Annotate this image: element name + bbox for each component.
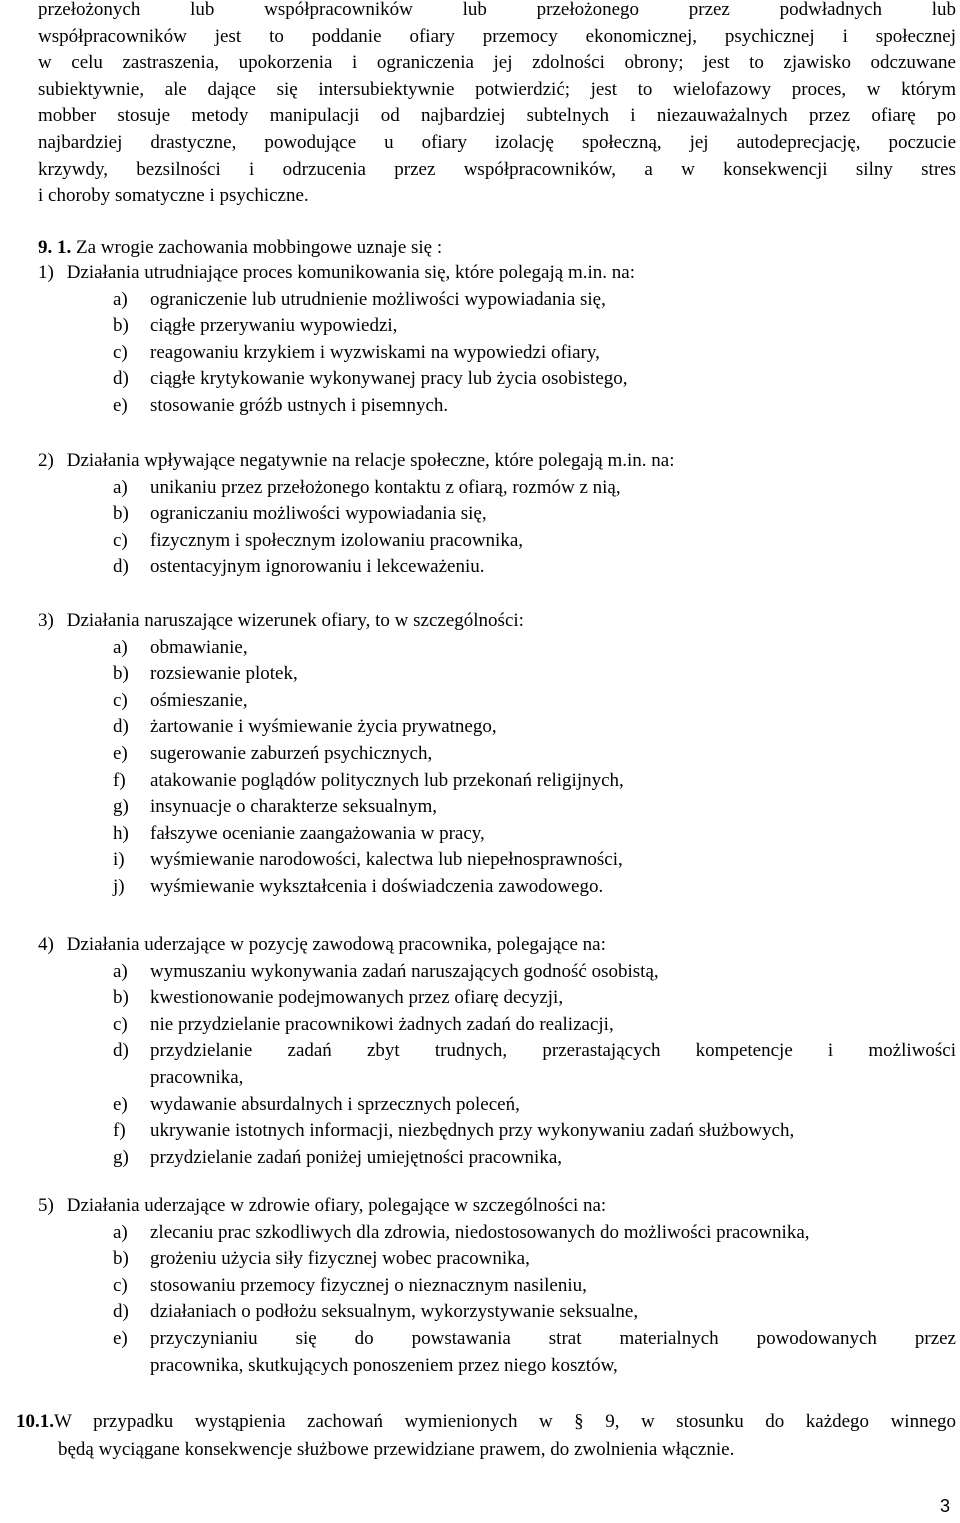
- list-section: [38, 932, 956, 1171]
- list-item-label: f): [113, 769, 126, 791]
- list-item-text: [150, 1326, 956, 1379]
- list-item: [38, 475, 956, 502]
- list-item-text-line: przydzielanie zadań zbyt trudnych, przerastających kompetencje i możliwości: [150, 1040, 956, 1062]
- list-section: [38, 448, 956, 581]
- list-item: [38, 959, 956, 986]
- intro-line: najbardziej drastyczne, powodujące u ofiary izolację społeczną, jej autodeprecjację, poczucie: [38, 131, 956, 153]
- list-item-text: rozsiewanie plotek,: [150, 663, 298, 685]
- list-item-text: insynuacje o charakterze seksualnym,: [150, 796, 437, 818]
- list-item-text: ograniczaniu możliwości wypowiadania się,: [150, 503, 487, 525]
- list-item-text: grożeniu użycia siły fizycznej wobec pracownika,: [150, 1248, 530, 1270]
- intro-line: przełożonych lub współpracowników lub przełożonego przez podwładnych lub: [38, 0, 956, 20]
- final-line: 10.1.W przypadku wystąpienia zachowań wymienionych w § 9, w stosunku do każdego winnego: [16, 1411, 956, 1432]
- list-item: [38, 313, 956, 340]
- list-item-label: d): [113, 368, 129, 390]
- list-item-text: ostentacyjnym ignorowaniu i lekceważeniu.: [150, 556, 485, 578]
- list-item-text: fałszywe ocenianie zaangażowania w pracy,: [150, 822, 485, 844]
- intro-line: w celu zastraszenia, upokorzenia i ograniczenia jej zdolności obrony; jest to zjawisko odczuwane: [38, 52, 956, 74]
- list-item-label: a): [113, 960, 128, 982]
- list-item-label: h): [113, 822, 129, 844]
- list-section-title-text: Działania uderzające w pozycję zawodową pracownika, polegające na:: [66, 934, 606, 955]
- list-item-label: d): [113, 556, 129, 578]
- list-item-text: zlecaniu prac szkodliwych dla zdrowia, niedostosowanych do możliwości pracownika,: [150, 1221, 810, 1243]
- list-item-label: b): [113, 987, 129, 1009]
- list-item-text: wydawanie absurdalnych i sprzecznych poleceń,: [150, 1093, 520, 1115]
- list-item-label: c): [113, 1013, 128, 1035]
- list-item-text: unikaniu przez przełożonego kontaktu z ofiarą, rozmów z nią,: [150, 476, 621, 498]
- list-section-number: 2): [38, 450, 54, 471]
- list-item-label: a): [113, 636, 128, 658]
- list-item-label: d): [113, 716, 129, 738]
- list-item-text: fizycznym i społecznym izolowaniu pracownika,: [150, 529, 524, 551]
- list-item: [38, 1273, 956, 1300]
- list-item-text: wymuszaniu wykonywania zadań naruszających godność osobistą,: [150, 960, 659, 982]
- list-item: [38, 741, 956, 768]
- list-section-number: 3): [38, 610, 54, 631]
- list-item: [38, 714, 956, 741]
- section-number: 9. 1.: [38, 237, 72, 258]
- list-item: [38, 287, 956, 314]
- list-item-text: przydzielanie zadań poniżej umiejętności pracownika,: [150, 1146, 563, 1168]
- list-section-title-text: Działania utrudniające proces komunikowania się, które polegają m.in. na:: [66, 262, 635, 283]
- intro-line: współpracowników jest to poddanie ofiary przemocy ekonomicznej, psychicznej i społecznej: [38, 25, 956, 47]
- list-item: [38, 847, 956, 874]
- list-item: [38, 1299, 956, 1326]
- list-item-label: e): [113, 1093, 128, 1115]
- intro-line: subiektywnie, ale dające się intersubiektywnie potwierdzić; jest to wielofazowy proces, w którym: [38, 78, 956, 100]
- list-item: [38, 1220, 956, 1247]
- list-section-title: [38, 608, 956, 635]
- list-item-label: g): [113, 1146, 129, 1168]
- list-item-label: j): [113, 875, 125, 897]
- list-item-text: wyśmiewanie wykształcenia i doświadczenia zawodowego.: [150, 875, 604, 897]
- section-heading: [38, 235, 442, 261]
- list-item-label: g): [113, 796, 129, 818]
- list-item: [38, 1012, 956, 1039]
- list-item-label: c): [113, 689, 128, 711]
- list-item-label: c): [113, 529, 128, 551]
- list-item-text: [150, 1038, 956, 1091]
- list-section-number: 5): [38, 1195, 54, 1216]
- list-item: [38, 1246, 956, 1273]
- list-item-label: e): [113, 1327, 128, 1349]
- list-item: [38, 393, 956, 420]
- list-item: [38, 874, 956, 901]
- list-section-title: [38, 448, 956, 475]
- list-item-text: ograniczenie lub utrudnienie możliwości wypowiadania się,: [150, 288, 606, 310]
- list-item-label: a): [113, 288, 128, 310]
- list-item-text-line: pracownika, skutkujących ponoszeniem przez niego kosztów,: [150, 1354, 618, 1376]
- list-item-text: ukrywanie istotnych informacji, niezbędnych przy wykonywaniu zadań służbowych,: [150, 1120, 795, 1142]
- intro-line: krzywdy, bezsilności i odrzucenia przez współpracowników, a w konsekwencji silny stres: [38, 158, 956, 180]
- list-item: [38, 340, 956, 367]
- list-item-text: nie przydzielanie pracownikowi żadnych zadań do realizacji,: [150, 1013, 614, 1035]
- list-item: [38, 1092, 956, 1119]
- list-item-text: reagowaniu krzykiem i wyzwiskami na wypowiedzi ofiary,: [150, 341, 600, 363]
- list-item: [38, 366, 956, 393]
- list-item-label: d): [113, 1301, 129, 1323]
- list-item: [38, 1326, 956, 1379]
- list-item-text-line: przyczynianiu się do powstawania strat materialnych powodowanych przez: [150, 1327, 956, 1349]
- final-paragraph: [16, 1408, 956, 1464]
- intro-line: i choroby somatyczne i psychiczne.: [38, 185, 309, 207]
- list-item-text: obmawianie,: [150, 636, 248, 658]
- list-item: [38, 635, 956, 662]
- list-item-text: atakowanie poglądów politycznych lub przekonań religijnych,: [150, 769, 624, 791]
- list-item: [38, 661, 956, 688]
- list-item: [38, 1038, 956, 1091]
- page-number: 3: [939, 1496, 950, 1516]
- list-section-title: [38, 1193, 956, 1220]
- list-section-title-text: Działania uderzające w zdrowie ofiary, polegające w szczególności na:: [66, 1195, 607, 1216]
- list-item: [38, 1145, 956, 1172]
- list-item: [38, 794, 956, 821]
- list-item-text: ośmieszanie,: [150, 689, 248, 711]
- list-item-label: b): [113, 663, 129, 685]
- list-item-label: b): [113, 315, 129, 337]
- list-item-label: a): [113, 476, 128, 498]
- intro-line: mobber stosuje metody manipulacji od najbardziej subtelnych i niezauważalnych przez ofiarę po: [38, 105, 956, 127]
- list-item: [38, 985, 956, 1012]
- list-section-number: 4): [38, 934, 54, 955]
- list-item-label: a): [113, 1221, 128, 1243]
- list-item-label: e): [113, 394, 128, 416]
- list-section-title: [38, 932, 956, 959]
- list-item: [38, 501, 956, 528]
- list-item: [38, 528, 956, 555]
- list-item: [38, 1118, 956, 1145]
- final-line: będą wyciągane konsekwencje służbowe przewidziane prawem, do zwolnienia włącznie.: [58, 1439, 735, 1460]
- list-item: [38, 768, 956, 795]
- list-section-title: [38, 260, 956, 287]
- list-item-label: e): [113, 742, 128, 764]
- list-section-number: 1): [38, 262, 54, 283]
- list-item-label: c): [113, 341, 128, 363]
- section-heading-text: Za wrogie zachowania mobbingowe uznaje się :: [71, 237, 443, 258]
- list-item-text: wyśmiewanie narodowości, kalectwa lub niepełnosprawności,: [150, 849, 623, 871]
- list-section: [38, 608, 956, 901]
- list-item-text: działaniach o podłożu seksualnym, wykorzystywanie seksualne,: [150, 1301, 639, 1323]
- list-item-text: stosowanie gróźb ustnych i pisemnych.: [150, 394, 449, 416]
- list-section: [38, 1193, 956, 1379]
- list-item: [38, 554, 956, 581]
- list-section-title-text: Działania wpływające negatywnie na relacje społeczne, które polegają m.in. na:: [66, 450, 675, 471]
- list-item-label: i): [113, 849, 125, 871]
- list-item-text: ciągłe krytykowanie wykonywanej pracy lub życia osobistego,: [150, 368, 628, 390]
- final-number: 10.1.: [16, 1411, 54, 1432]
- intro-paragraph: [38, 0, 956, 210]
- list-item-text: żartowanie i wyśmiewanie życia prywatnego,: [150, 716, 497, 738]
- list-item-text: kwestionowanie podejmowanych przez ofiarę decyzji,: [150, 987, 564, 1009]
- list-item-text: sugerowanie zaburzeń psychicznych,: [150, 742, 433, 764]
- list-item-text: ciągłe przerywaniu wypowiedzi,: [150, 315, 398, 337]
- list-item: [38, 821, 956, 848]
- list-item-label: f): [113, 1120, 126, 1142]
- list-item-text-line: pracownika,: [150, 1066, 244, 1088]
- list-item-label: d): [113, 1040, 129, 1062]
- list-item: [38, 688, 956, 715]
- list-section-title-text: Działania naruszające wizerunek ofiary, to w szczególności:: [66, 610, 524, 631]
- list-item-label: b): [113, 503, 129, 525]
- list-item-text: stosowaniu przemocy fizycznej o nieznacznym nasileniu,: [150, 1274, 587, 1296]
- list-item-label: c): [113, 1274, 128, 1296]
- list-item-label: b): [113, 1248, 129, 1270]
- list-section: [38, 260, 956, 420]
